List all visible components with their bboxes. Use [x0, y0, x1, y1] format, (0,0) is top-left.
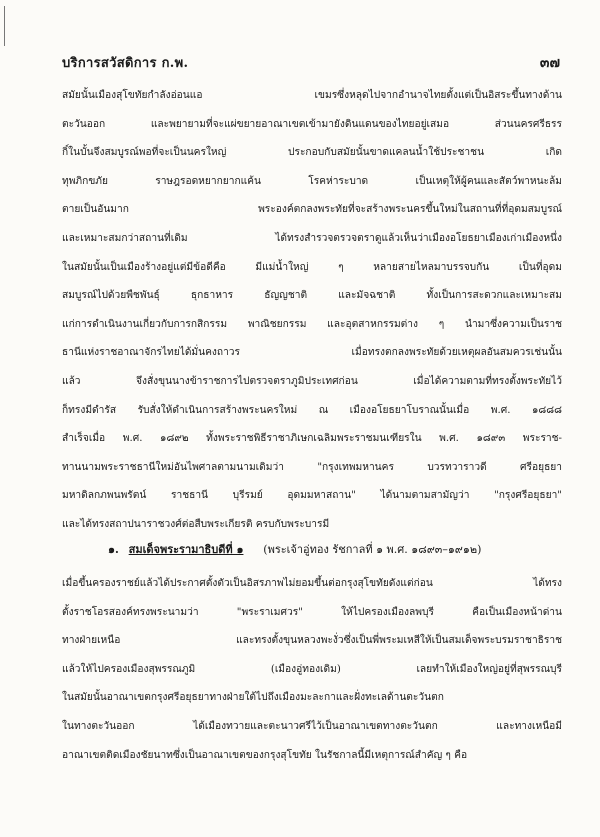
text-line: แก่การดำเนินงานเกี่ยวกับการกสิกรรม พาณิชยกรรม และอุตสาหกรรมต่าง ๆ นำมาซึ่งความเป็นราช — [62, 318, 562, 330]
text-line: ตั้งราชโอรสองค์ทรงพระนามว่า "พระราเมศวร" ให้ไปครองเมืองลพบุรี คือเป็นเมืองหน้าด่าน — [62, 606, 562, 618]
text-line: สำเร็จเมื่อ พ.ศ. ๑๘๙๒ ทั้งพระราชพิธีราชาภิเษกเฉลิมพระราชมนเฑียรใน พ.ศ. ๑๘๙๓ พระราช- — [62, 433, 562, 445]
page-number: ๓๗ — [539, 55, 560, 71]
text-line: ธานีแห่งราชอาณาจักรไทยได้มั่นคงถาวร เมื่อทรงตกลงพระทัยด้วยเหตุผลอันสมควรเช่นนั้น — [62, 347, 562, 359]
text-line: ในสมัยนั้นอาณาเขตกรุงศรีอยุธยาทางฝ่ายใต้ไปถึงเมืองมะละกาและฝั่งทะเลด้านตะวันตก — [62, 692, 444, 704]
text-line: อาณาเขตติดเมืองชัยนาทซึ่งเป็นอาณาเขตของกรุงสุโขทัย ในรัชกาลนี้มีเหตุการณ์สำคัญ ๆ คือ — [62, 749, 468, 761]
text-line: ตะวันออก และพยายามที่จะแผ่ขยายอาณาเขตเข้ามายังดินแดนของไทยอยู่เสมอ ส่วนนครศรีธรร — [62, 118, 562, 130]
section-heading — [108, 540, 568, 558]
section-number: ๑. — [108, 543, 119, 556]
text-line: กิ์ในบั้นจึงสมบูรณ์พอที่จะเป็นนครใหญ่ ประกอบกับสมัยนั้นขาดแคลนน้ำใช้ประชาชน เกิด — [62, 147, 562, 159]
text-line: ทางฝ่ายเหนือ และทรงตั้งขุนหลวงพะงั่วซึ่งเป็นพี่พระมเหสีให้เป็นสมเด็จพระบรมราชาธิราช — [62, 635, 562, 647]
text-line: ทุพภิกขภัย ราษฎรอดหยากยากแค้น โรคห่าระบาด เป็นเหตุให้ผู้คนและสัตว์พาหนะล้ม — [62, 175, 562, 187]
paragraph-2 — [62, 570, 562, 770]
text-line: เมื่อขึ้นครองราชย์แล้วได้ประกาศตั้งตัวเป็นอิสรภาพไม่ยอมขึ้นต่อกรุงสุโขทัยดังแต่ก่อน ได้ทรง — [62, 578, 562, 589]
scan-edge-mark — [4, 6, 15, 46]
text-line: และเหมาะสมกว่าสถานที่เดิม ได้ทรงสำรวจตรวจตราดูแล้วเห็นว่าเมืองอโยธยาเมืองเก่าเมืองหนึ่ง — [62, 232, 562, 244]
section-note: (พระเจ้าอู่ทอง รัชกาลที่ ๑ พ.ศ. ๑๘๙๓–๑๙๑๒) — [263, 543, 482, 556]
text-line: สมัยนั้นเมืองสุโขทัยกำลังอ่อนแอ เขมรซึ่งหลุดไปจากอำนาจไทยตั้งแต่เป็นอิสระขึ้นทางด้าน — [62, 90, 562, 101]
text-line: ในทางตะวันออก ได้เมืองทวายและตะนาวศรีไว้เป็นอาณาเขตทางตะวันตก และทางเหนือมี — [62, 720, 562, 732]
text-line: มหาดิลกภพนพรัตน์ ราชธานี บุรีรมย์ อุดมมหาสถาน" ได้นามตามสามัญว่า "กรุงศรีอยุธยา" — [62, 490, 562, 502]
text-line: ในสมัยนั้นเป็นเมืองร้างอยู่แต่มีข้อดีคือ มีแม่น้ำใหญ่ ๆ หลายสายไหลมาบรรจบกัน เป็นที่อุดม — [62, 261, 562, 273]
text-line: ก็ทรงมีดำรัส รับสั่งให้ดำเนินการสร้างพระนครใหม่ ณ เมืองอโยธยาโบราณนั้นเมื่อ พ.ศ. ๑๘๘๘ — [62, 404, 562, 416]
section-title: สมเด็จพระรามาธิบดีที่ ๑ — [128, 543, 244, 556]
running-title: บริการสวัสดิการ ก.พ. — [62, 56, 189, 71]
text-line: แล้วให้ไปครองเมืองสุพรรณภูมิ (เมืองอู่ทองเดิม) เลยทำให้เมืองใหญ่อยู่ที่สุพรรณบุรี — [62, 663, 562, 675]
text-line: ตายเป็นอันมาก พระองค์ตกลงพระทัยที่จะสร้างพระนครขึ้นใหม่ในสถานที่ที่อุดมสมบูรณ์ — [62, 204, 562, 216]
text-line: และได้ทรงสถาปนาราชวงศ์ต่อสืบพระเกียรติ ครบกับพระบารมี — [62, 518, 330, 530]
text-line: ทานนามพระราชธานีใหม่อันไพศาลตามนามเดิมว่า "กรุงเทพมหานคร บวรทวาราวดี ศรีอยุธยา — [62, 461, 562, 473]
text-line: แล้ว จึงสั่งขุนนางข้าราชการไปตรวจตราภูมิประเทศก่อน เมื่อได้ความตามที่ทรงตั้งพระทัยไว้ — [62, 375, 562, 387]
paragraph-1 — [62, 82, 562, 540]
text-line: สมบูรณ์ไปด้วยพืชพันธุ์ ธุกธาหาร ธัญญชาติ และมัจฉชาติ ทั้งเป็นการสะดวกและเหมาะสม — [62, 290, 562, 302]
